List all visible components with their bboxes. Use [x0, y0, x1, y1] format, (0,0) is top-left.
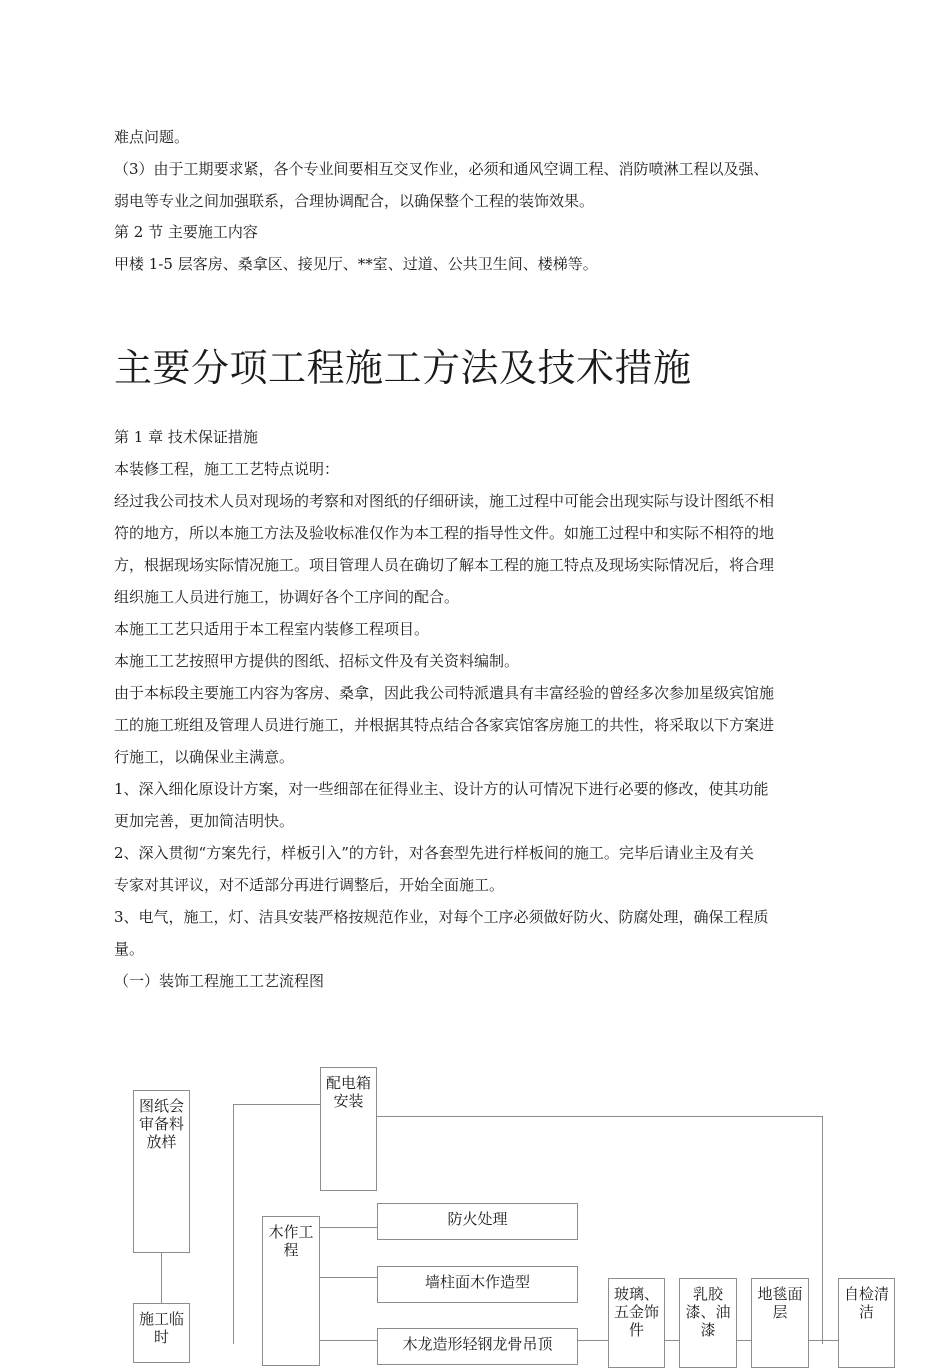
paragraph: 经过我公司技术人员对现场的考察和对图纸的仔细研读，施工过程中可能会出现实际与设计图纸不相: [114, 492, 775, 510]
flow-node-distribution-box: 配电箱安装: [320, 1067, 377, 1191]
paragraph: 本施工工艺只适用于本工程室内装修工程项目。: [114, 620, 430, 638]
paragraph: 方，根据现场实际情况施工。项目管理人员在确切了解本工程的施工特点及现场实际情况后，将合理: [114, 556, 775, 574]
paragraph: 本装修工程，施工工艺特点说明：: [114, 460, 340, 478]
paragraph: 2、深入贯彻“方案先行，样板引入”的方针，对各套型先进行样板间的施工。完毕后请业主及有关: [114, 844, 754, 862]
paragraph: （3）由于工期要求紧，各个专业间要相互交叉作业，必须和通风空调工程、消防喷淋工程以及强、: [114, 160, 769, 178]
paragraph: 弱电等专业之间加强联系，合理协调配合，以确保整个工程的装饰效果。: [114, 192, 595, 210]
connector-line: [233, 1104, 320, 1105]
flow-node-keel-ceiling: 木龙造形轻钢龙骨吊顶: [377, 1328, 578, 1365]
flow-node-temp-works: 施工临时: [133, 1303, 190, 1363]
connector-line: [578, 1340, 608, 1341]
paragraph: 符的地方，所以本施工方法及验收标准仅作为本工程的指导性文件。如施工过程中和实际不相符的地: [114, 524, 775, 542]
paragraph: 甲楼 1-5 层客房、桑拿区、接见厅、**室、过道、公共卫生间、楼梯等。: [114, 255, 598, 273]
connector-line: [822, 1116, 823, 1344]
paragraph: 1、深入细化原设计方案，对一些细部在征得业主、设计方的认可情况下进行必要的修改，使其功能: [114, 780, 769, 798]
section-heading: 第 2 节 主要施工内容: [114, 223, 258, 241]
connector-line: [320, 1340, 377, 1341]
flow-node-drawing-review: 图纸会审备料放样: [133, 1090, 190, 1253]
flow-node-latex-paint: 乳胶漆、油漆: [679, 1278, 737, 1368]
paragraph: 3、电气，施工，灯、洁具安装严格按规范作业，对每个工序必须做好防火、防腐处理，确保工程质: [114, 908, 769, 926]
page-title: 主要分项工程施工方法及技术措施: [114, 346, 692, 390]
connector-line: [665, 1340, 679, 1341]
connector-line: [809, 1340, 838, 1341]
flow-node-glass-hardware: 玻璃、五金饰件: [608, 1278, 665, 1368]
flow-node-carpet: 地毯面层: [751, 1278, 809, 1368]
paragraph: 难点问题。: [114, 128, 190, 146]
paragraph: 行施工，以确保业主满意。: [114, 748, 295, 766]
flow-node-woodwork: 木作工程: [262, 1216, 320, 1366]
flow-node-wall-column-woodwork: 墙柱面木作造型: [377, 1266, 578, 1303]
connector-line: [377, 1116, 822, 1117]
figure-caption: （一）装饰工程施工工艺流程图: [114, 972, 325, 990]
paragraph: 由于本标段主要施工内容为客房、桑拿，因此我公司特派遣具有丰富经验的曾经多次参加星级宾馆施: [114, 684, 775, 702]
connector-line: [320, 1227, 377, 1228]
connector-line: [233, 1104, 234, 1344]
paragraph: 更加完善，更加简洁明快。: [114, 812, 295, 830]
connector-line: [737, 1340, 751, 1341]
paragraph: 量。: [114, 940, 145, 958]
paragraph: 组织施工人员进行施工，协调好各个工序间的配合。: [114, 588, 460, 606]
connector-line: [161, 1253, 162, 1303]
chapter-heading: 第 1 章 技术保证措施: [114, 428, 258, 446]
connector-line: [320, 1277, 377, 1278]
paragraph: 专家对其评议，对不适部分再进行调整后，开始全面施工。: [114, 876, 505, 894]
paragraph: 本施工工艺按照甲方提供的图纸、招标文件及有关资料编制。: [114, 652, 520, 670]
flow-node-fireproofing: 防火处理: [377, 1203, 578, 1240]
paragraph: 工的施工班组及管理人员进行施工，并根据其特点结合各家宾馆客房施工的共性，将采取以下方案进: [114, 716, 775, 734]
flow-node-self-check: 自检清洁: [838, 1278, 895, 1368]
